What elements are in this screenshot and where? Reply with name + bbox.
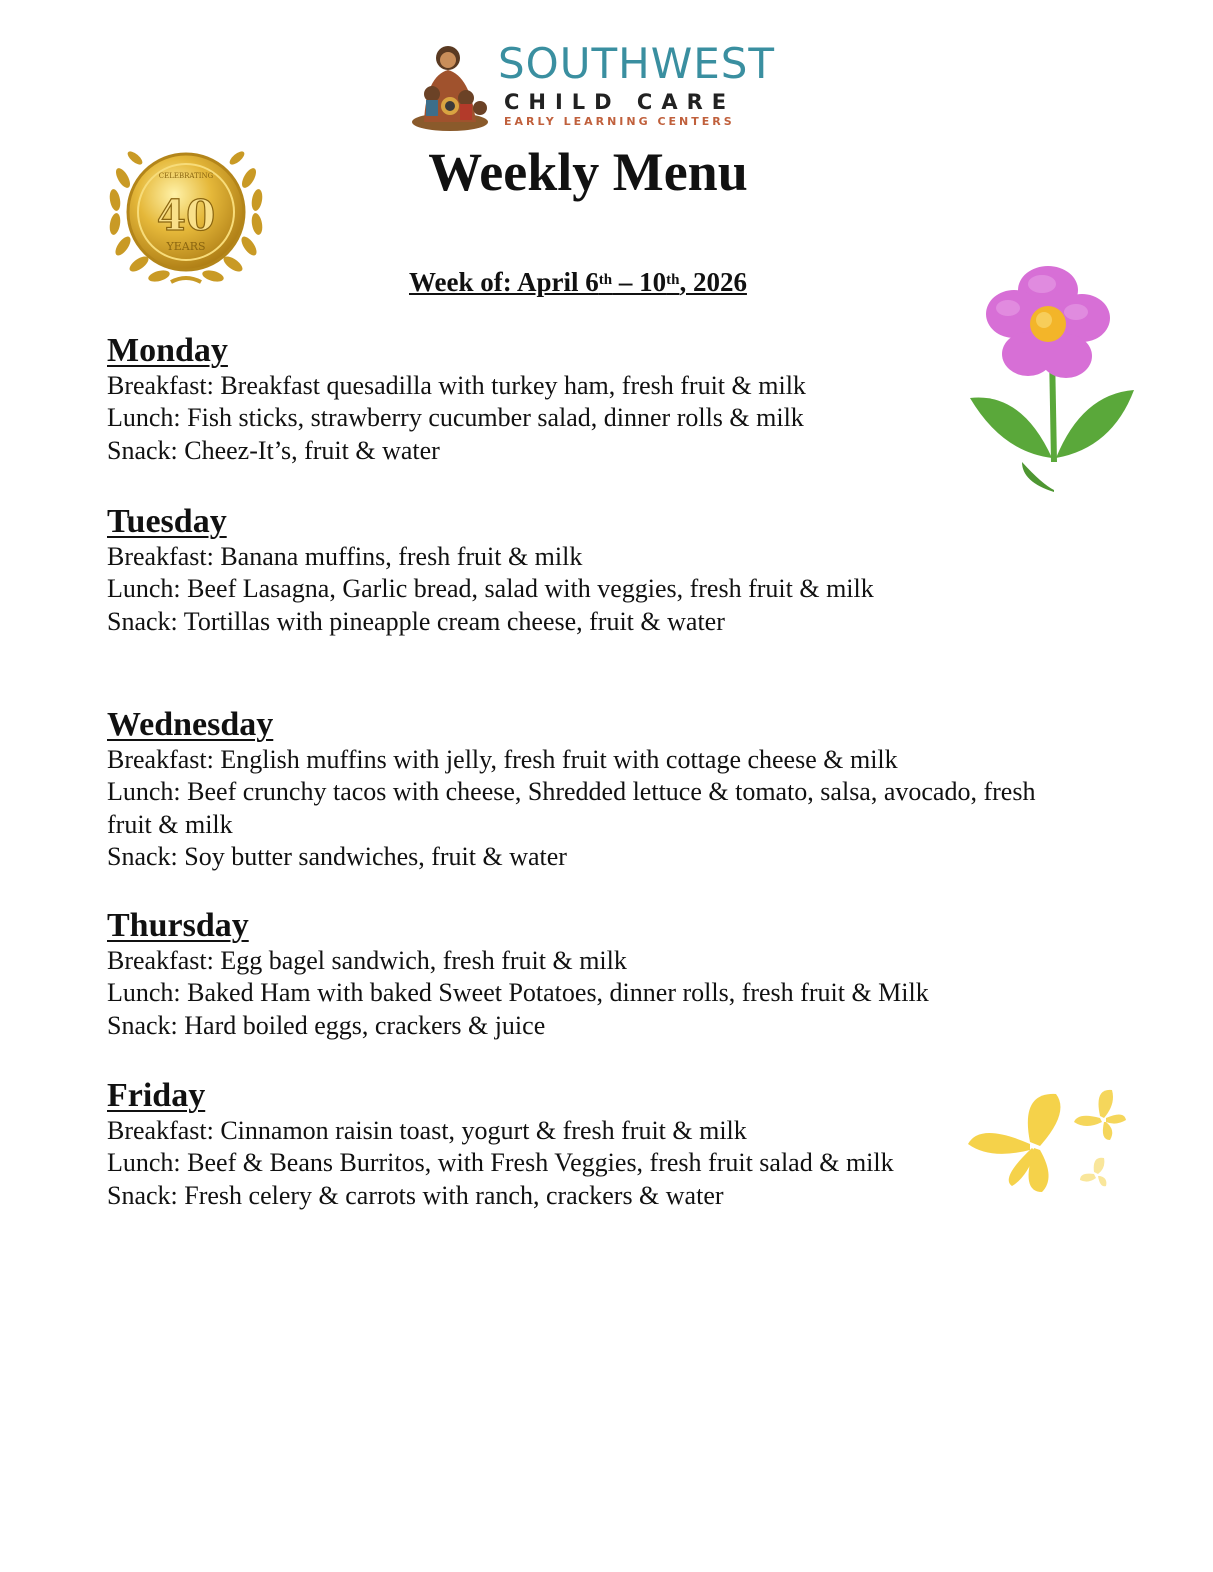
lunch-line: Lunch: Baked Ham with baked Sweet Potatoes, dinner rolls, fresh fruit & Milk: [107, 978, 929, 1008]
snack-line: Snack: Tortillas with pineapple cream cheese, fruit & water: [107, 606, 725, 636]
southwest-child-care-logo: [410, 36, 790, 136]
badge-bottom-text: YEARS: [166, 240, 206, 253]
day-section-thursday: [107, 907, 1067, 1042]
snack-line: Snack: Soy butter sandwiches, fruit & water: [107, 841, 567, 871]
day-section-friday: [107, 1077, 1067, 1212]
logo-name-text: SOUTHWEST: [498, 39, 776, 88]
day-section-wednesday: [107, 706, 1067, 873]
day-heading: Thursday: [107, 907, 249, 944]
snack-line: Snack: Hard boiled eggs, crackers & juice: [107, 1010, 546, 1040]
week-suffix: , 2026: [679, 267, 747, 297]
week-mid: – 10: [612, 267, 667, 297]
breakfast-line: Breakfast: Cinnamon raisin toast, yogurt & fresh fruit & milk: [107, 1116, 747, 1145]
week-of-line: [409, 265, 747, 299]
lunch-line: Lunch: Beef Lasagna, Garlic bread, salad with veggies, fresh fruit & milk: [107, 574, 874, 604]
day-section-tuesday: [107, 503, 1067, 638]
lunch-line: Lunch: Beef crunchy tacos with cheese, Shredded lettuce & tomato, salsa, avocado, fresh fruit & milk: [107, 777, 1036, 839]
lunch-line: Lunch: Beef & Beans Burritos, with Fresh Veggies, fresh fruit salad & milk: [107, 1148, 894, 1178]
week-sup-1: th: [598, 272, 613, 288]
breakfast-line: Breakfast: Egg bagel sandwich, fresh fruit & milk: [107, 946, 627, 975]
day-heading: Monday: [107, 332, 228, 369]
page-title: Weekly Menu: [428, 142, 748, 202]
day-section-monday: [107, 332, 1067, 467]
snack-line: Snack: Fresh celery & carrots with ranch, crackers & water: [107, 1180, 724, 1210]
logo-subtitle-text: CHILD CARE: [504, 90, 736, 114]
logo-tagline-text: EARLY LEARNING CENTERS: [504, 115, 735, 128]
badge-top-text: CELEBRATING: [158, 172, 214, 180]
snack-line: Snack: Cheez-It’s, fruit & water: [107, 435, 440, 465]
badge-number-text: 40: [156, 191, 216, 240]
breakfast-line: Breakfast: Breakfast quesadilla with turkey ham, fresh fruit & milk: [107, 371, 806, 400]
day-heading: Wednesday: [107, 706, 274, 743]
day-heading: Friday: [107, 1077, 206, 1114]
week-prefix: Week of: April 6: [409, 267, 599, 297]
breakfast-line: Breakfast: Banana muffins, fresh fruit & milk: [107, 542, 583, 571]
lunch-line: Lunch: Fish sticks, strawberry cucumber salad, dinner rolls & milk: [107, 403, 804, 433]
storyteller-figure-icon: [410, 36, 492, 132]
day-heading: Tuesday: [107, 503, 227, 540]
butterflies-icon: [960, 1082, 1132, 1202]
breakfast-line: Breakfast: English muffins with jelly, fresh fruit with cottage cheese & milk: [107, 745, 898, 774]
week-sup-2: th: [666, 272, 680, 288]
